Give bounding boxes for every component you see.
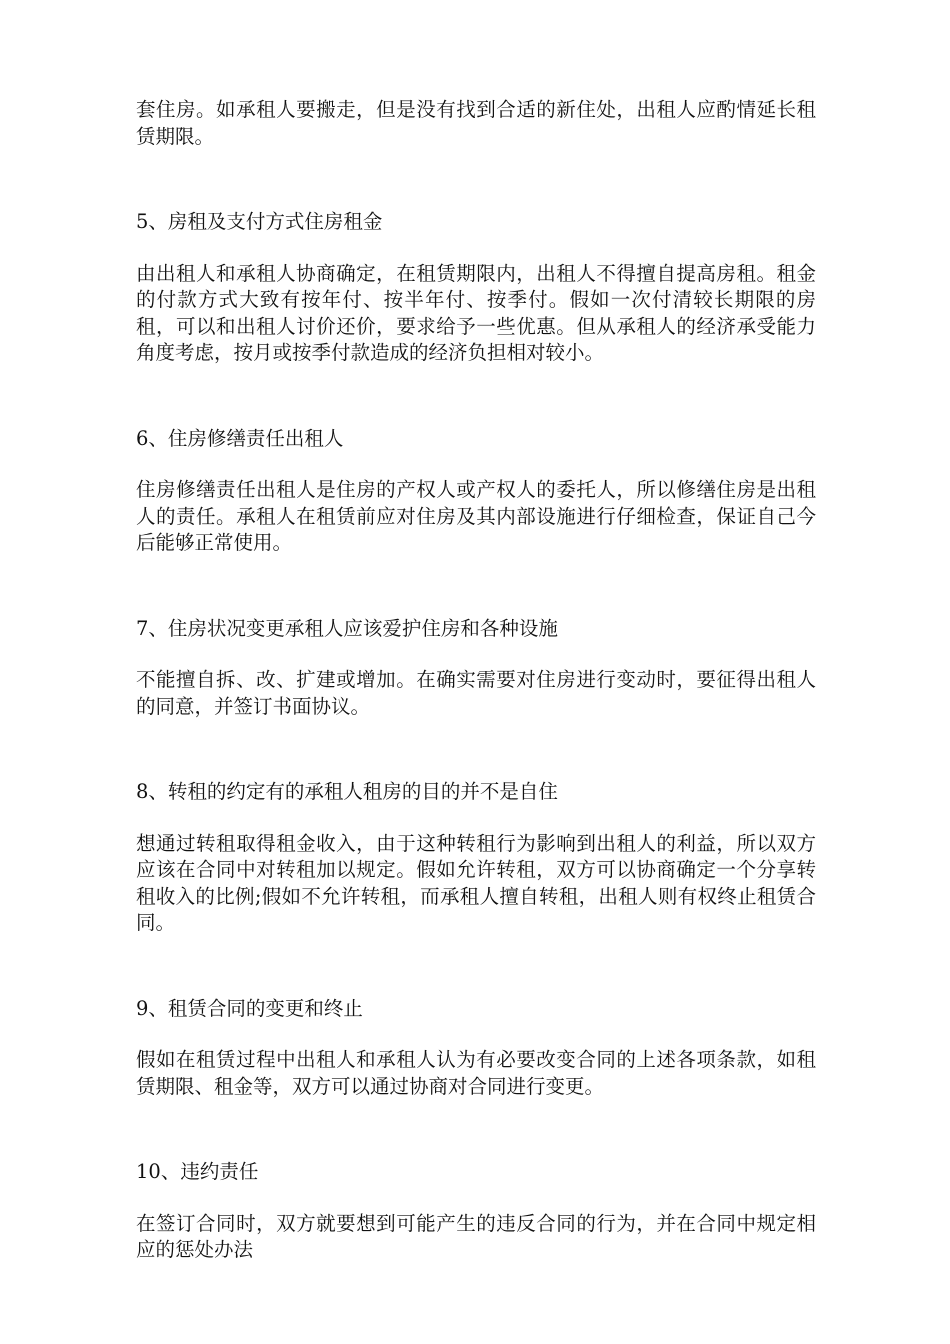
section-heading-6: 6、住房修缮责任出租人 <box>136 426 344 450</box>
section-body-9: 假如在租赁过程中出租人和承租人认为有必要改变合同的上述各项条款，如租赁期限、租金等，双方可以通过协商对合同进行变更。 <box>136 1048 816 1098</box>
section-heading-10: 10、违约责任 <box>136 1160 259 1183</box>
section-heading-7: 7、住房状况变更承租人应该爱护住房和各种设施 <box>136 616 558 640</box>
document-page <box>136 97 816 1264</box>
section-body-10: 在签订合同时，双方就要想到可能产生的违反合同的行为，并在合同中规定相应的惩处办法 <box>136 1211 816 1261</box>
section-heading-5: 5、房租及支付方式住房租金 <box>136 210 383 233</box>
section-body-7: 不能擅自拆、改、扩建或增加。在确实需要对住房进行变动时，要征得出租人的同意，并签订书面协议。 <box>136 668 816 718</box>
section-body-8: 想通过转租取得租金收入，由于这种转租行为影响到出租人的利益，所以双方应该在合同中对转租加以规定。假如允许转租，双方可以协商确定一个分享转租收入的比例;假如不允许转租，而承租人擅自转租，出租人则有权终止租赁合同。 <box>136 831 816 934</box>
section-heading-9: 9、租赁合同的变更和终止 <box>136 996 363 1020</box>
intro-paragraph: 套住房。如承租人要搬走，但是没有找到合适的新住处，出租人应酌情延长租赁期限。 <box>136 98 816 148</box>
section-body-6: 住房修缮责任出租人是住房的产权人或产权人的委托人，所以修缮住房是出租人的责任。承租人在租赁前应对住房及其内部设施进行仔细检查，保证自己今后能够正常使用。 <box>136 478 816 554</box>
section-heading-8: 8、转租的约定有的承租人租房的目的并不是自住 <box>136 780 558 803</box>
section-body-5: 由出租人和承租人协商确定，在租赁期限内，出租人不得擅自提高房租。租金的付款方式大致有按年付、按半年付、按季付。假如一次付清较长期限的房租，可以和出租人讨价还价，要求给予一些优惠。但从承租人的经济承受能力角度考虑，按月或按季付款造成的经济负担相对较小。 <box>136 261 816 364</box>
